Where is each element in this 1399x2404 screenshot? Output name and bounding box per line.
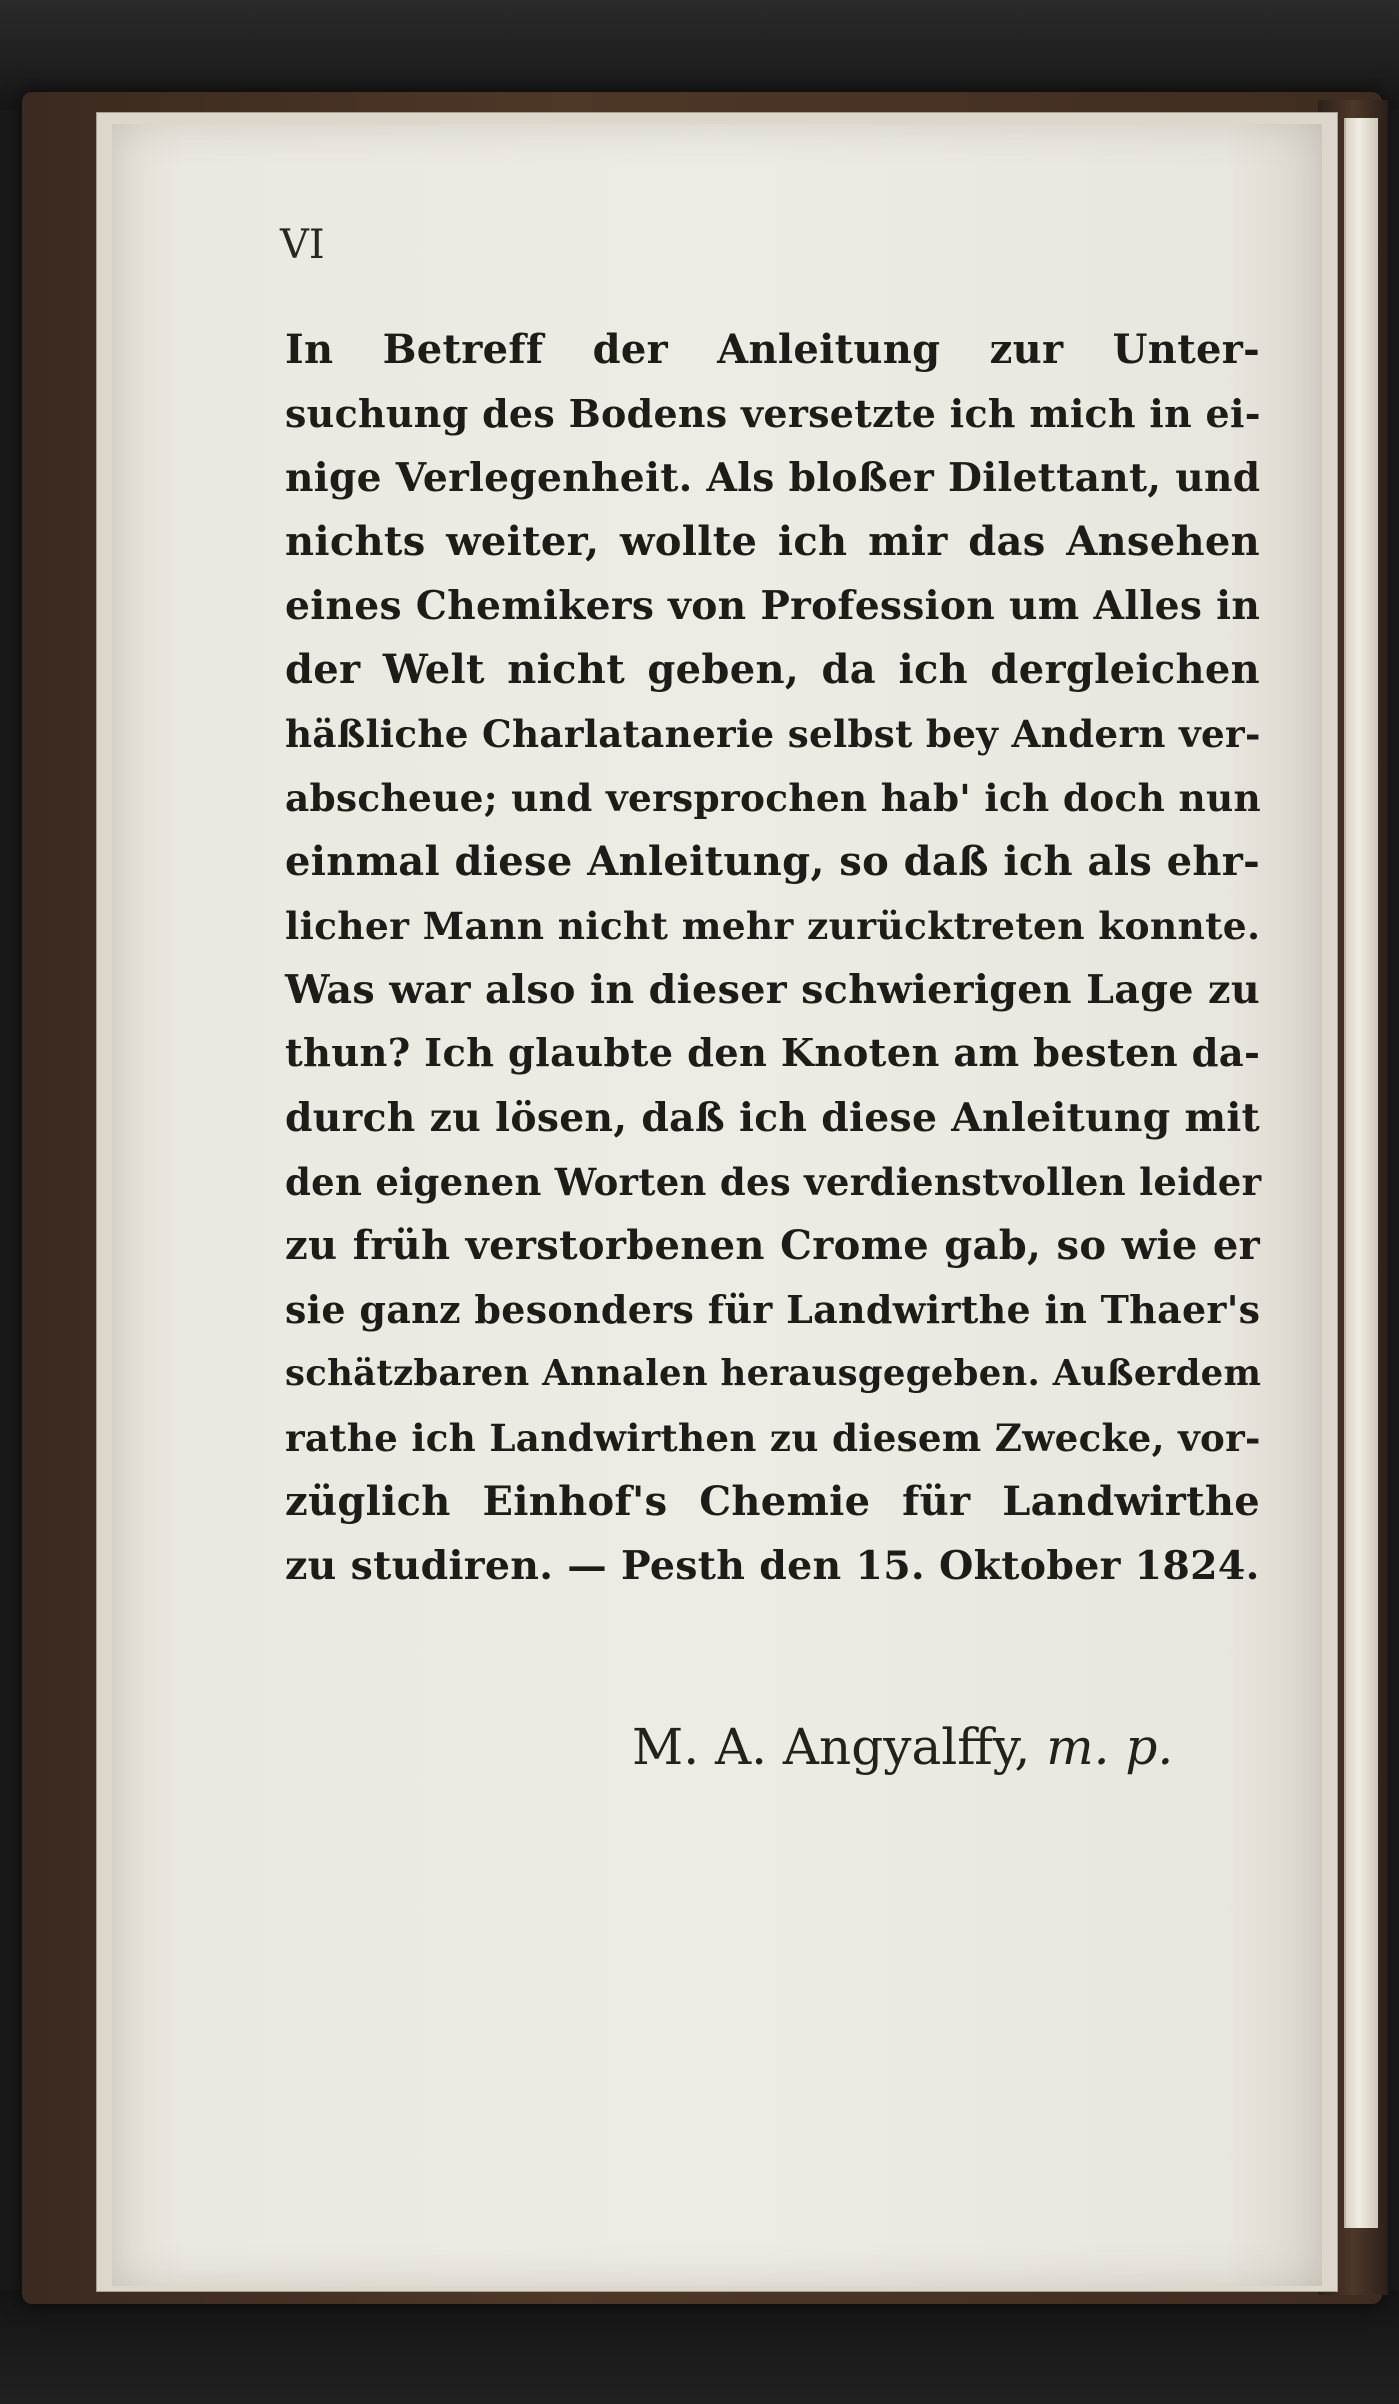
signature <box>632 1718 1262 1776</box>
text-line: rathe ich Landwirthen zu diesem Zwecke, vor- <box>285 1416 1261 1460</box>
text-line: zu studiren. — Pesth den 15. Oktober 1824. <box>285 1543 1260 1589</box>
text-line: nige Verlegenheit. Als bloßer Dilettant, und <box>285 455 1261 501</box>
next-page-edge <box>1344 118 1378 2228</box>
text-line: zu früh verstorbenen Crome gab, so wie er <box>285 1222 1260 1269</box>
text-line: schätzbaren Annalen herausgegeben. Außerdem <box>285 1353 1262 1394</box>
text-line: Was war also in dieser schwierigen Lage zu <box>285 967 1260 1013</box>
preface-text <box>285 318 1260 1598</box>
text-line: eines Chemikers von Profession um Alles in <box>285 583 1261 629</box>
text-line: nichts weiter, wollte ich mir das Ansehen <box>285 518 1260 565</box>
text-line: einmal diese Anleitung, so daß ich als ehr- <box>285 838 1260 885</box>
dark-background-bottom <box>0 2290 1399 2404</box>
text-line: licher Mann nicht mehr zurücktreten konnte. <box>285 904 1261 948</box>
page-number: VI <box>280 222 325 268</box>
text-line: In Betreff der Anleitung zur Unter- <box>285 326 1260 373</box>
text-line: züglich Einhof's Chemie für Landwirthe <box>285 1478 1260 1525</box>
text-line: sie ganz besonders für Landwirthe in Thaer's <box>285 1287 1261 1332</box>
text-line: der Welt nicht geben, da ich dergleichen <box>285 646 1260 693</box>
text-line: suchung des Bodens versetzte ich mich in ei- <box>285 391 1261 436</box>
text-line: thun? Ich glaubte den Knoten am besten da- <box>285 1031 1261 1076</box>
text-line: den eigenen Worten des verdienstvollen leider <box>285 1160 1262 1204</box>
text-line: durch zu lösen, daß ich diese Anleitung mit <box>285 1095 1260 1141</box>
text-line: häßliche Charlatanerie selbst bey Andern ver- <box>285 712 1261 756</box>
signature-name: M. A. Angyalffy, <box>632 1718 1031 1776</box>
text-line: abscheue; und versprochen hab' ich doch nun <box>285 776 1261 820</box>
signature-suffix: m. p. <box>1046 1718 1174 1776</box>
